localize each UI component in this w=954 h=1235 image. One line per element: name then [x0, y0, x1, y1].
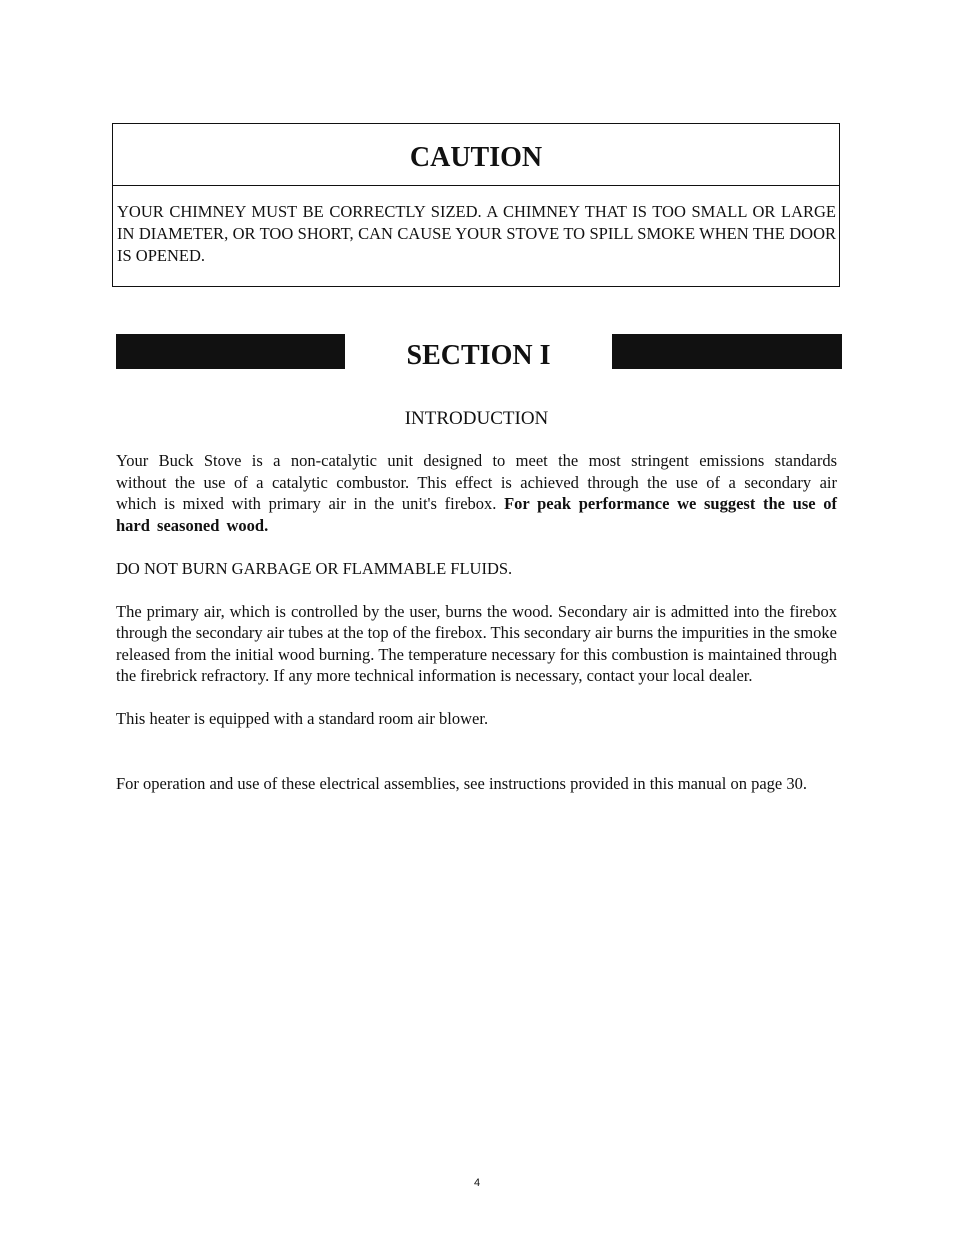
- body-text: [116, 450, 837, 816]
- caution-box: [112, 123, 840, 287]
- intro-bold-text: For peak performance we suggest the use of hard seasoned wood.: [116, 494, 837, 535]
- caution-text: YOUR CHIMNEY MUST BE CORRECTLY SIZED. A CHIMNEY THAT IS TOO SMALL OR LARGE IN DIAMETER, OR TOO SHORT, CAN CAUSE YOUR STOVE TO SPILL SMOKE WHEN THE DOOR IS OPENED.: [117, 202, 836, 265]
- introduction-heading: INTRODUCTION: [404, 408, 549, 429]
- page-number: 4: [473, 1177, 481, 1189]
- section-bar-right: [612, 334, 842, 369]
- primary-air-paragraph: The primary air, which is controlled by the user, burns the wood. Secondary air is admitted into the firebox through the secondary air tubes at the top of the firebox. This secondary air burns the impurities in the smoke released from the initial wood burning. The temperature necessary for this combustion is maintained through the firebrick refractory. If any more technical information is necessary, contact your local dealer.: [116, 601, 837, 685]
- caution-title: CAUTION: [113, 124, 839, 186]
- section-title: SECTION I: [406, 340, 551, 371]
- section-bar-left: [116, 334, 345, 369]
- spacer: [116, 751, 837, 773]
- warning-paragraph: DO NOT BURN GARBAGE OR FLAMMABLE FLUIDS.: [116, 558, 513, 578]
- operation-paragraph: For operation and use of these electrical assemblies, see instructions provided in this manual on page 30.: [116, 773, 807, 793]
- blower-paragraph: This heater is equipped with a standard room air blower.: [116, 709, 489, 728]
- intro-paragraph: [116, 450, 837, 536]
- intro-text: Your Buck Stove is a non-catalytic unit designed to meet the most stringent emissions standards without the use of a catalytic combustor. This effect is achieved through the use of a secondary air which is mixed with primary air in the unit's firebox.: [116, 451, 837, 513]
